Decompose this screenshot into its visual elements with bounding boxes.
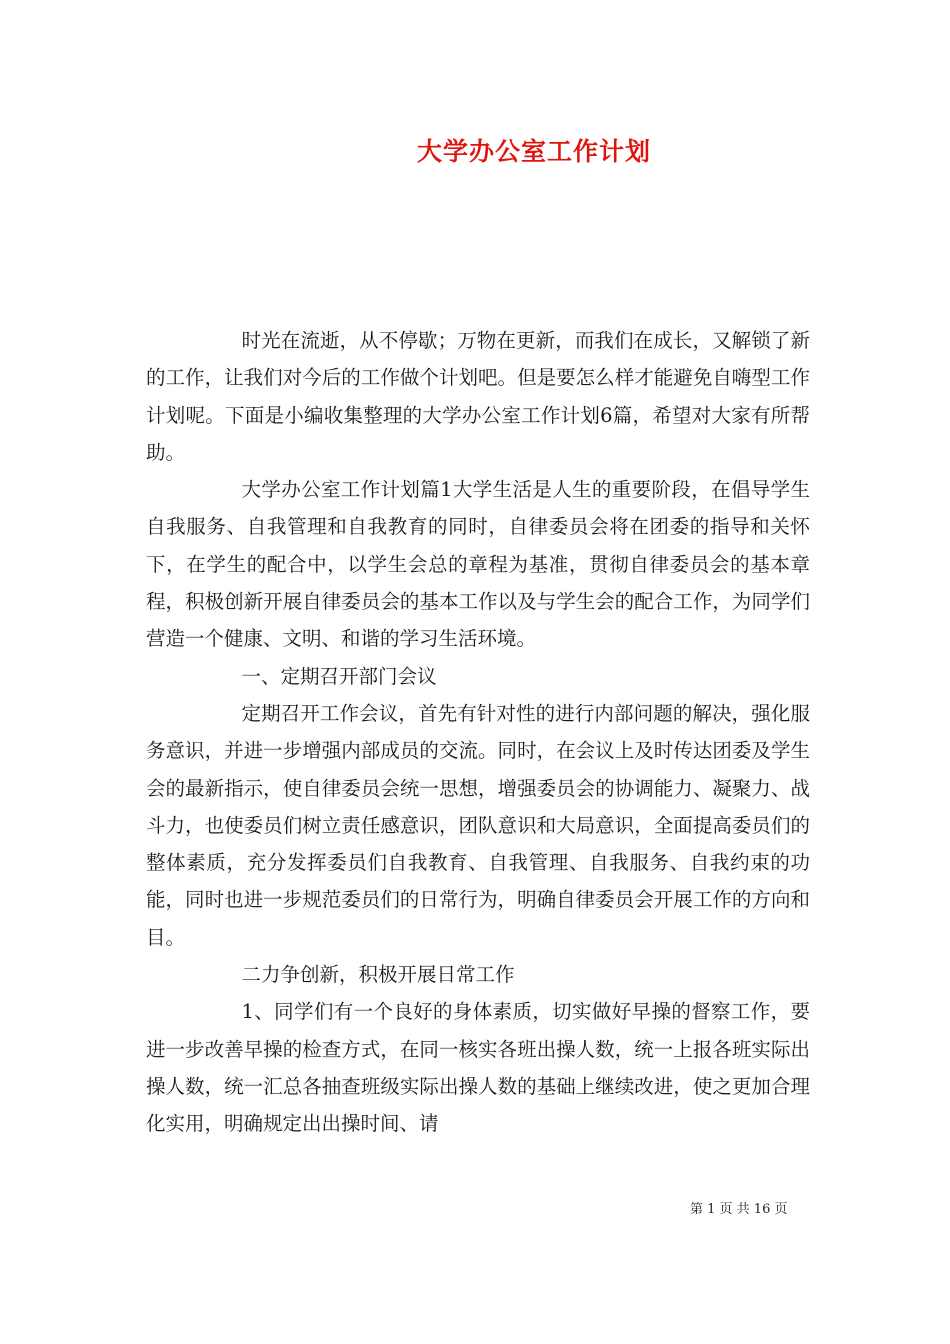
paragraph-plan-1: 大学办公室工作计划篇1大学生活是人生的重要阶段，在倡导学生自我服务、自我管理和自我教育的同时，自律委员会将在团委的指导和关怀下，在学生的配合中，以学生会总的章程为基准，贯彻自律委员会的基本章程，积极创新开展自律委员会的基本工作以及与学生会的配合工作，为同学们营造一个健康、文明、和谐的学习生活环境。 (146, 478, 810, 651)
document-title: 大学办公室工作计划 (416, 137, 651, 166)
document-body (146, 322, 810, 1143)
paragraph-meetings: 定期召开工作会议，首先有针对性的进行内部问题的解决，强化服务意识，并进一步增强内部成员的交流。同时，在会议上及时传达团委及学生会的最新指示，使自律委员会统一思想，增强委员会的协调能力、凝聚力、战斗力，也使委员们树立责任感意识，团队意识和大局意识，全面提高委员们的整体素质，充分发挥委员们自我教育、自我管理、自我服务、自我约束的功能，同时也进一步规范委员们的日常行为，明确自律委员会开展工作的方向和目。 (146, 701, 810, 949)
section-heading-1: 一、定期召开部门会议 (241, 664, 437, 688)
paragraph-morning-exercise: 1、同学们有一个良好的身体素质，切实做好早操的督察工作，要进一步改善早操的检查方式，在同一核实各班出操人数，统一上报各班实际出操人数，统一汇总各抽查班级实际出操人数的基础上继续改进，使之更加合理化实用，明确规定出出操时间、请 (146, 1000, 810, 1136)
paragraph-intro: 时光在流逝，从不停歇；万物在更新，而我们在成长，又解锁了新的工作，让我们对今后的工作做个计划吧。但是要怎么样才能避免自嗨型工作计划呢。下面是小编收集整理的大学办公室工作计划6篇，希望对大家有所帮助。 (146, 329, 810, 464)
page-number-footer: 第 1 页 共 16 页 (690, 1202, 788, 1217)
section-heading-2: 二力争创新，积极开展日常工作 (241, 963, 515, 987)
